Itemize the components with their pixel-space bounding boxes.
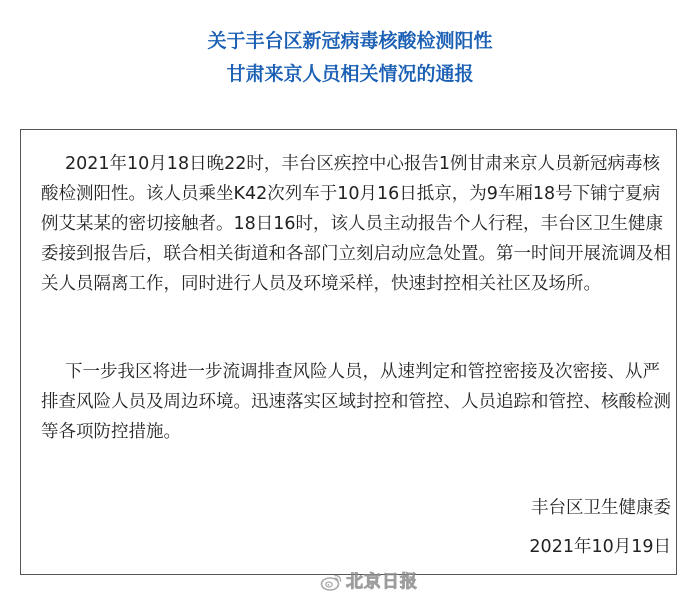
notice-paragraph-1-text: 2021年10月18日晚22时，丰台区疾控中心报告1例甘肃来京人员新冠病毒核酸检测阳性。该人员乘坐K42次列车于10月16日抵京，为9车厢18号下铺宁夏病例艾某某的密切接触者。18日16时，该人员主动报告个人行程，丰台区卫生健康委接到报告后，联合相关街道和各部门立刻启动应急处置。第一时间开展流调及相关人员隔离工作，同时进行人员及环境采样，快速封控相关社区及场所。 xyxy=(41,154,671,294)
weibo-icon xyxy=(320,573,342,591)
notice-paragraph-2-text: 下一步我区将进一步流调排查风险人员，从速判定和管控密接及次密接、从严排查风险人员及周边环境。迅速落实区域封控和管控、人员追踪和管控、核酸检测等各项防控措施。 xyxy=(41,362,671,442)
notice-title-line-1: 关于丰台区新冠病毒核酸检测阳性 xyxy=(207,30,493,52)
signature-date: 2021年10月19日 xyxy=(529,537,671,557)
notice-paragraph-2 xyxy=(41,357,673,447)
notice-paragraph-1 xyxy=(41,149,673,299)
signature-organization: 丰台区卫生健康委 xyxy=(531,498,671,518)
notice-title-line-2: 甘肃来京人员相关情况的通报 xyxy=(226,63,474,85)
watermark xyxy=(320,571,418,593)
watermark-text: 北京日报 xyxy=(346,572,418,592)
